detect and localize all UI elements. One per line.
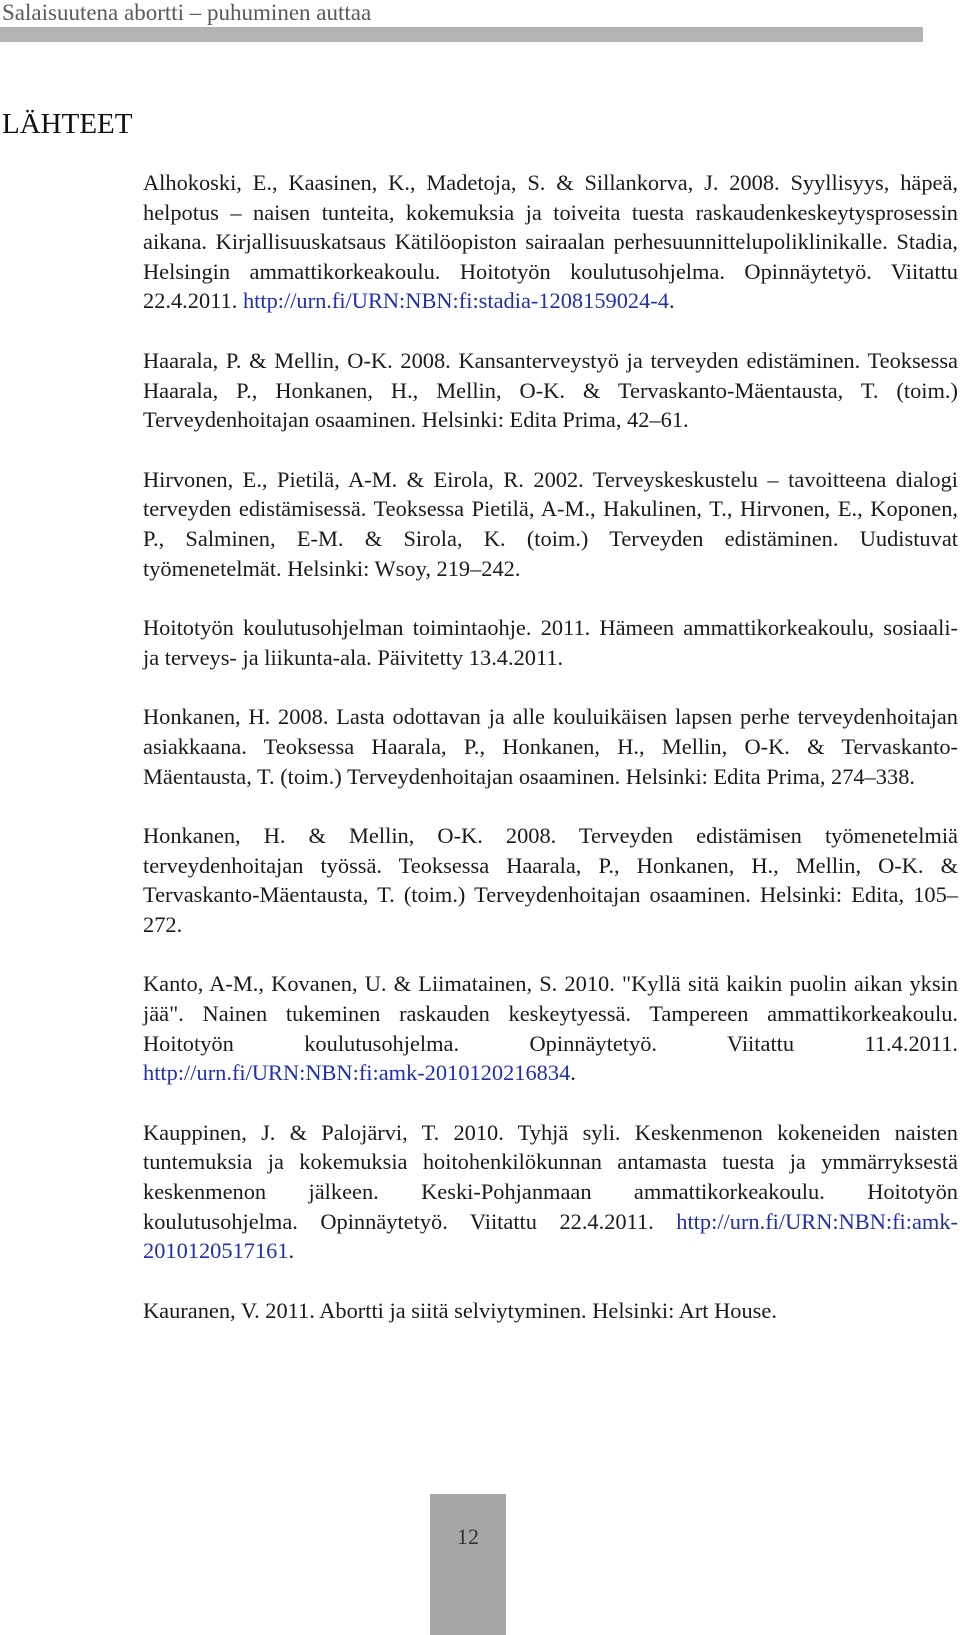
page-number: 12 [457,1524,479,1549]
reference-punctuation: . [668,288,675,314]
reference-text: Honkanen, H. & Mellin, O-K. 2008. Terveyden edistämisen työmenetelmiä terveydenhoitajan työssä. Teoksessa Haarala, P., Honkanen, H., Mellin, O-K. & Tervaskanto-Mäentausta, T. (toim.) Terveydenhoitajan osaaminen. Helsinki: Edita, 105–272. [143,823,958,937]
header-bar [0,27,923,42]
reference-link[interactable]: http://urn.fi/URN:NBN:fi:amk-2010120216834 [143,1060,571,1086]
reference-text: Hirvonen, E., Pietilä, A-M. & Eirola, R. 2002. Terveyskeskustelu – tavoitteena dialogi terveyden edistämisessä. Teoksessa Pietilä, A-M., Hakulinen, T., Hirvonen, E., Koponen, P., Salminen, E-M. & Sirola, K. (toim.) Terveyden edistäminen. Uudistuvat työmenetelmät. Helsinki: Wsoy, 219–242. [143,466,958,581]
reference-honkanen-2 [143,821,958,939]
header-title: Salaisuutena abortti – puhuminen auttaa [2,0,372,25]
reference-text: Kauppinen, J. & Palojärvi, T. 2010. Tyhjä syli. Keskenmenon kokeneiden naisten tuntemuksia ja kokemuksia hoitohenkilökunnan antamasta tuesta ja ymmärryksestä keskenmenon jälkeen. Keski-Pohjanmaan ammattikorkeakoulu. Hoitotyön koulutusohjelma. Opinnäytetyö. Viitattu 22.4.2011. [143,1119,958,1234]
reference-link[interactable]: http://urn.fi/URN:NBN:fi:stadia-1208159024-4 [242,288,669,314]
reference-text: Alhokoski, E., Kaasinen, K., Madetoja, S. & Sillankorva, J. 2008. Syyllisyys, häpeä, helpotus – naisen tunteita, kokemuksia ja toiveita tuesta raskaudenkeskeytysprosessin aikana. Kirjallisuuskatsaus Kätilöopiston sairaalan perhesuunnittelupoliklinikalle. Stadia, Helsingin ammattikorkeakoulu. Hoitotyön koulutusohjelma. Opinnäytetyö. Viitattu 22.4.2011. [143,170,958,314]
reference-text: Kanto, A-M., Kovanen, U. & Liimatainen, S. 2010. "Kyllä sitä kaikin puolin aikan yksin jää". Nainen tukeminen raskauden keskeytyessä. Tampereen ammattikorkeakoulu. Hoitotyön koulutusohjelma. Opinnäytetyö. Viitattu 11.4.2011. [143,971,958,1056]
reference-kauppinen [143,1118,958,1266]
reference-honkanen-1 [143,702,958,791]
reference-punctuation: . [570,1060,576,1086]
reference-link[interactable]: http://urn.fi/URN:NBN:fi:amk-2010120517161 [143,1208,958,1264]
section-title: LÄHTEET [2,108,133,140]
reference-kauranen [143,1296,958,1326]
reference-punctuation: . [288,1238,295,1264]
reference-hirvonen [143,465,958,583]
reference-haarala [143,346,958,435]
reference-text: Kauranen, V. 2011. Abortti ja siitä selviytyminen. Helsinki: Art House. [143,1297,777,1323]
reference-hoitotyon [143,613,958,672]
reference-text: Honkanen, H. 2008. Lasta odottavan ja alle kouluikäisen lapsen perhe terveydenhoitajan asiakkaana. Teoksessa Haarala, P., Honkanen, H., Mellin, O-K. & Tervaskanto-Mäentausta, T. (toim.) Terveydenhoitajan osaaminen. Helsinki: Edita Prima, 274–338. [143,704,958,789]
reference-text: Hoitotyön koulutusohjelman toimintaohje. 2011. Hämeen ammattikorkeakoulu, sosiaali- ja terveys- ja liikunta-ala. Päivitetty 13.4.2011. [143,615,958,670]
reference-list [143,168,958,1355]
reference-kanto [143,969,958,1087]
reference-alhokoski [143,168,958,316]
reference-text: Haarala, P. & Mellin, O-K. 2008. Kansanterveystyö ja terveyden edistäminen. Teoksessa Haarala, P., Honkanen, H., Mellin, O-K. & Tervaskanto-Mäentausta, T. (toim.) Terveydenhoitajan osaaminen. Helsinki: Edita Prima, 42–61. [143,347,958,433]
page-number-box [430,1494,506,1635]
